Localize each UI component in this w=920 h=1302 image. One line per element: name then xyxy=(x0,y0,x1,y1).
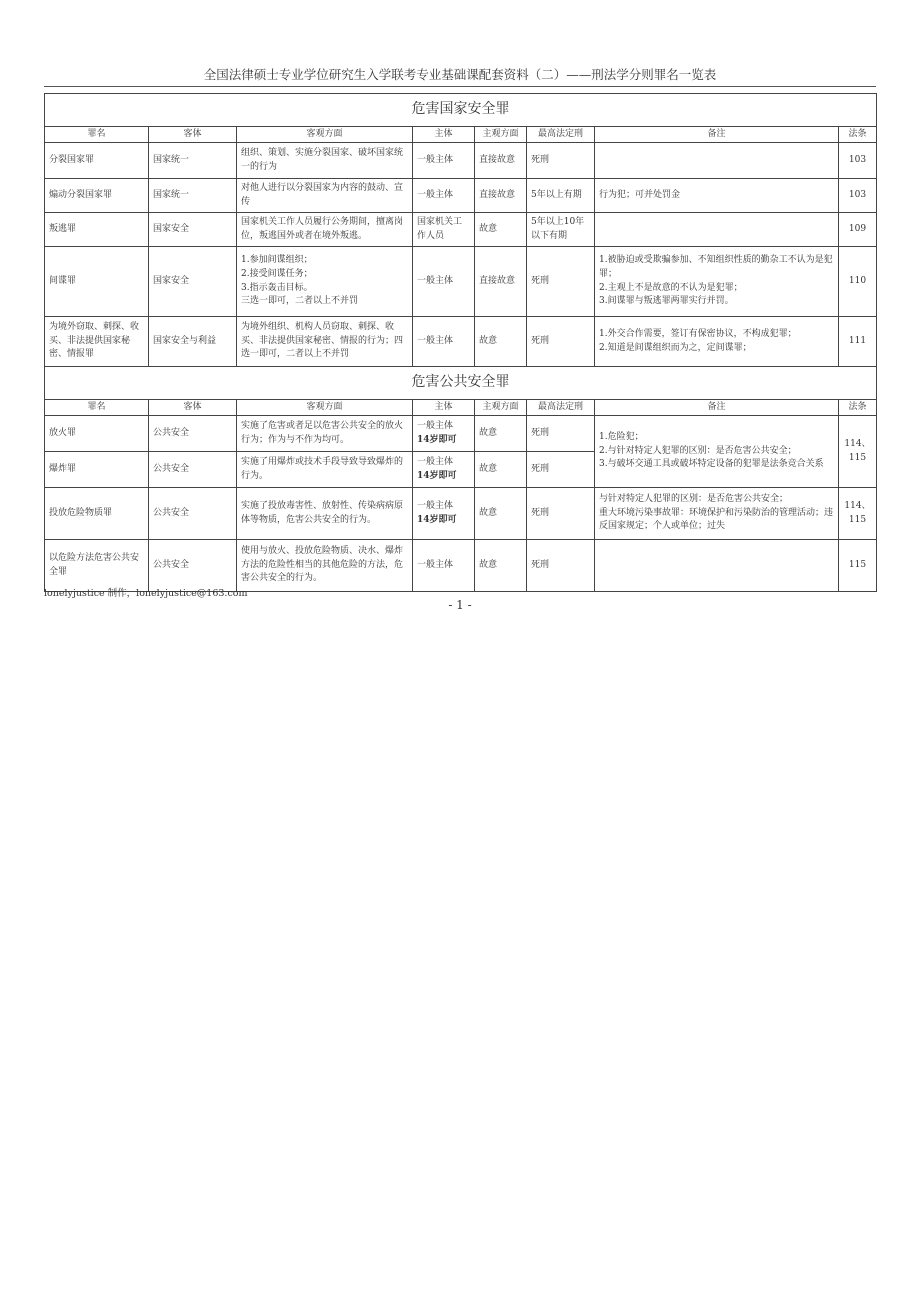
cell-subjective: 故意 xyxy=(475,213,527,247)
subject-line: 一般主体 xyxy=(417,456,454,467)
note-line: 3.与破坏交通工具或破坏特定设备的犯罪是法条竞合关系 xyxy=(599,459,824,470)
col-header-objective: 客观方面 xyxy=(237,400,413,416)
objective-line: 2.接受间谍任务； xyxy=(241,268,313,279)
col-header-name: 罪名 xyxy=(45,127,149,143)
cell-object: 国家安全 xyxy=(149,213,237,247)
col-header-penalty: 最高法定刑 xyxy=(527,127,595,143)
section-title: 危害国家安全罪 xyxy=(45,94,877,127)
cell-subject: 一般主体 xyxy=(413,317,475,367)
subject-line: 14岁即可 xyxy=(417,434,457,445)
table-row xyxy=(45,213,877,247)
cell-objective: 使用与放火、投放危险物质、决水、爆炸方法的危险性相当的其他危险的方法，危害公共安全的行为。 xyxy=(237,540,413,592)
cell-penalty: 死刑 xyxy=(527,488,595,540)
cell-law: 110 xyxy=(839,247,877,317)
col-header-object: 客体 xyxy=(149,127,237,143)
cell-law: 103 xyxy=(839,179,877,213)
note-line: 与针对特定人犯罪的区别：是否危害公共安全； xyxy=(599,493,789,504)
cell-subjective: 故意 xyxy=(475,452,527,488)
cell-name: 为境外窃取、刺探、收买、非法提供国家秘密、情报罪 xyxy=(45,317,149,367)
cell-objective xyxy=(237,247,413,317)
cell-subject xyxy=(413,488,475,540)
table-row xyxy=(45,488,877,540)
cell-object: 国家安全与利益 xyxy=(149,317,237,367)
column-header-row xyxy=(45,127,877,143)
cell-objective: 实施了用爆炸或技术手段导致导致爆炸的行为。 xyxy=(237,452,413,488)
cell-subjective: 故意 xyxy=(475,540,527,592)
table-row xyxy=(45,317,877,367)
col-header-name: 罪名 xyxy=(45,400,149,416)
cell-subjective: 直接故意 xyxy=(475,179,527,213)
table-row xyxy=(45,143,877,179)
cell-subject: 一般主体 xyxy=(413,247,475,317)
cell-penalty: 死刑 xyxy=(527,143,595,179)
cell-penalty: 死刑 xyxy=(527,416,595,452)
cell-note xyxy=(595,247,839,317)
col-header-objective: 客观方面 xyxy=(237,127,413,143)
cell-law: 115 xyxy=(839,540,877,592)
cell-name: 分裂国家罪 xyxy=(45,143,149,179)
note-line: 重大环境污染事故罪：环境保护和污染防治的管理活动；违反国家规定；个人或单位；过失 xyxy=(599,507,834,532)
column-header-row xyxy=(45,400,877,416)
cell-penalty: 5年以上10年以下有期 xyxy=(527,213,595,247)
cell-penalty: 死刑 xyxy=(527,317,595,367)
cell-penalty: 死刑 xyxy=(527,247,595,317)
cell-name: 放火罪 xyxy=(45,416,149,452)
cell-law: 111 xyxy=(839,317,877,367)
col-header-subjective: 主观方面 xyxy=(475,127,527,143)
col-header-subject: 主体 xyxy=(413,400,475,416)
note-line: 1.外交合作需要，签订有保密协议，不构成犯罪； xyxy=(599,328,797,339)
cell-note-merged xyxy=(595,416,839,488)
note-line: 2.知道是间谍组织而为之，定间谍罪； xyxy=(599,342,752,353)
cell-subject: 一般主体 xyxy=(413,540,475,592)
cell-note: 行为犯；可并处罚金 xyxy=(595,179,839,213)
cell-object: 国家统一 xyxy=(149,179,237,213)
cell-name: 煽动分裂国家罪 xyxy=(45,179,149,213)
cell-name: 以危险方法危害公共安全罪 xyxy=(45,540,149,592)
subject-line: 一般主体 xyxy=(417,500,454,511)
col-header-note: 备注 xyxy=(595,127,839,143)
cell-object: 公共安全 xyxy=(149,488,237,540)
cell-subjective: 故意 xyxy=(475,488,527,540)
cell-note xyxy=(595,143,839,179)
cell-object: 公共安全 xyxy=(149,452,237,488)
col-header-subjective: 主观方面 xyxy=(475,400,527,416)
table-row xyxy=(45,247,877,317)
section-title-row xyxy=(45,94,877,127)
cell-subject xyxy=(413,452,475,488)
note-line: 2.与针对特定人犯罪的区别：是否危害公共安全； xyxy=(599,445,797,456)
cell-objective: 实施了危害或者足以危害公共安全的放火行为；作为与不作为均可。 xyxy=(237,416,413,452)
col-header-law: 法条 xyxy=(839,400,877,416)
cell-subject: 一般主体 xyxy=(413,143,475,179)
cell-name: 爆炸罪 xyxy=(45,452,149,488)
subject-line: 14岁即可 xyxy=(417,514,457,525)
col-header-subject: 主体 xyxy=(413,127,475,143)
col-header-penalty: 最高法定刑 xyxy=(527,400,595,416)
col-header-note: 备注 xyxy=(595,400,839,416)
cell-subject: 国家机关工作人员 xyxy=(413,213,475,247)
cell-object: 公共安全 xyxy=(149,540,237,592)
cell-objective: 对他人进行以分裂国家为内容的鼓动、宣传 xyxy=(237,179,413,213)
cell-subjective: 故意 xyxy=(475,416,527,452)
note-line: 1.危险犯； xyxy=(599,431,644,442)
note-line: 3.间谍罪与叛逃罪两罪实行并罚。 xyxy=(599,296,734,307)
cell-object: 国家统一 xyxy=(149,143,237,179)
cell-object: 公共安全 xyxy=(149,416,237,452)
subject-line: 一般主体 xyxy=(417,420,454,431)
table-row xyxy=(45,416,877,452)
subject-line: 14岁即可 xyxy=(417,470,457,481)
cell-objective: 实施了投放毒害性、放射性、传染病病原体等物质，危害公共安全的行为。 xyxy=(237,488,413,540)
cell-subjective: 直接故意 xyxy=(475,143,527,179)
cell-objective: 国家机关工作人员履行公务期间，擅离岗位，叛逃国外或者在境外叛逃。 xyxy=(237,213,413,247)
footer-author: lonelyjustice 制作，lonelyjustice@163.com xyxy=(44,588,248,599)
col-header-object: 客体 xyxy=(149,400,237,416)
cell-subject xyxy=(413,416,475,452)
cell-objective: 为境外组织、机构人员窃取、刺探、收买、非法提供国家秘密、情报的行为；四选一即可，二者以上不并罚 xyxy=(237,317,413,367)
col-header-law: 法条 xyxy=(839,127,877,143)
cell-name: 叛逃罪 xyxy=(45,213,149,247)
cell-note xyxy=(595,540,839,592)
objective-line: 1.参加间谍组织； xyxy=(241,254,313,265)
note-line: 1.被胁迫或受欺骗参加、不知组织性质的勤杂工不认为是犯罪； xyxy=(599,254,833,279)
cell-law: 103 xyxy=(839,143,877,179)
cell-name: 投放危险物质罪 xyxy=(45,488,149,540)
cell-law: 109 xyxy=(839,213,877,247)
page-number: - 1 - xyxy=(448,598,472,612)
cell-objective: 组织、策划、实施分裂国家、破坏国家统一的行为 xyxy=(237,143,413,179)
page-header: 全国法律硕士专业学位研究生入学联考专业基础课配套资料（二）——刑法学分则罪名一览表 xyxy=(44,65,876,87)
table-row xyxy=(45,179,877,213)
section-title: 危害公共安全罪 xyxy=(45,367,877,400)
cell-object: 国家安全 xyxy=(149,247,237,317)
objective-line: 三选一即可，二者以上不并罚 xyxy=(241,296,359,307)
section-title-row xyxy=(45,367,877,400)
cell-subject: 一般主体 xyxy=(413,179,475,213)
cell-law: 114、115 xyxy=(839,488,877,540)
cell-note xyxy=(595,213,839,247)
cell-penalty: 5年以上有期 xyxy=(527,179,595,213)
note-line: 2.主观上不是故意的不认为是犯罪； xyxy=(599,282,743,293)
cell-law-merged: 114、115 xyxy=(839,416,877,488)
cell-note xyxy=(595,317,839,367)
cell-penalty: 死刑 xyxy=(527,540,595,592)
cell-penalty: 死刑 xyxy=(527,452,595,488)
cell-name: 间谍罪 xyxy=(45,247,149,317)
objective-line: 3.指示轰击目标。 xyxy=(241,282,313,293)
table-row xyxy=(45,540,877,592)
cell-subjective: 直接故意 xyxy=(475,247,527,317)
cell-note xyxy=(595,488,839,540)
crime-table xyxy=(44,93,877,592)
cell-subjective: 故意 xyxy=(475,317,527,367)
